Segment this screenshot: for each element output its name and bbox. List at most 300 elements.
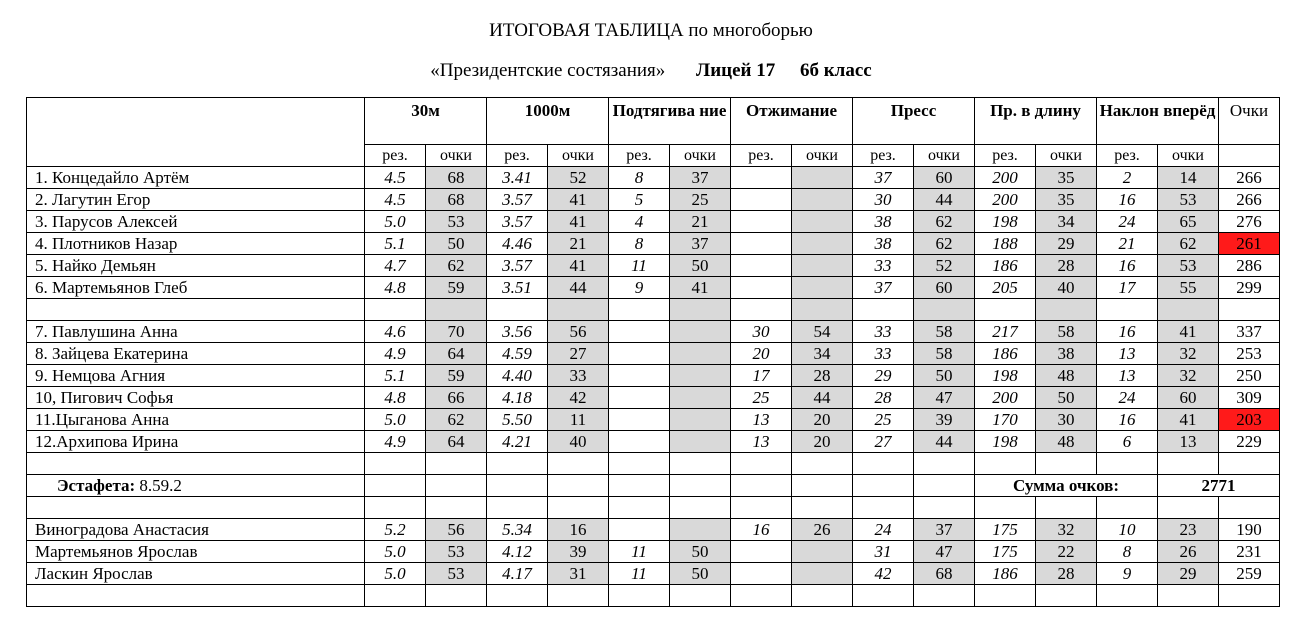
cell-res-30m: 5.0 <box>365 211 426 233</box>
cell-res-30m: 4.8 <box>365 277 426 299</box>
blank-cell <box>792 299 853 321</box>
cell-res-press: 30 <box>853 189 914 211</box>
cell-pts-press: 44 <box>914 431 975 453</box>
cell-pts-1000m: 41 <box>548 211 609 233</box>
athlete-row <box>27 343 1280 365</box>
pts-header: очки <box>1036 145 1097 167</box>
cell-res-press: 33 <box>853 255 914 277</box>
cell-res-bend: 10 <box>1097 519 1158 541</box>
blank-cell <box>365 299 426 321</box>
blank-cell <box>731 299 792 321</box>
blank-cell <box>548 497 609 519</box>
cell-res-pullups: 8 <box>609 167 670 189</box>
blank-cell <box>487 453 548 475</box>
cell-res-30m: 5.0 <box>365 541 426 563</box>
cell-res-1000m: 3.56 <box>487 321 548 343</box>
blank-cell <box>670 299 731 321</box>
cell-pts-press: 58 <box>914 343 975 365</box>
cell-res-pushups <box>731 255 792 277</box>
cell-res-pushups: 25 <box>731 387 792 409</box>
cell-res-pushups <box>731 189 792 211</box>
blank-cell <box>853 299 914 321</box>
total-points: 286 <box>1219 255 1280 277</box>
cell-res-bend: 13 <box>1097 365 1158 387</box>
cell-pts-pushups: 20 <box>792 409 853 431</box>
blank-cell <box>426 475 487 497</box>
cell-res-bend: 16 <box>1097 189 1158 211</box>
cell-pts-bend: 41 <box>1158 409 1219 431</box>
cell-res-1000m: 5.34 <box>487 519 548 541</box>
cell-pts-long-jump: 35 <box>1036 167 1097 189</box>
cell-pts-30m: 53 <box>426 563 487 585</box>
cell-res-long-jump: 186 <box>975 255 1036 277</box>
cell-pts-30m: 70 <box>426 321 487 343</box>
cell-res-bend: 9 <box>1097 563 1158 585</box>
cell-pts-pushups: 54 <box>792 321 853 343</box>
pts-header: очки <box>1158 145 1219 167</box>
cell-res-bend: 2 <box>1097 167 1158 189</box>
cell-res-press: 25 <box>853 409 914 431</box>
blank-cell <box>1158 453 1219 475</box>
cell-res-press: 37 <box>853 167 914 189</box>
blank-cell <box>365 585 426 607</box>
page-title: ИТОГОВАЯ ТАБЛИЦА по многоборью <box>489 20 813 41</box>
cell-pts-pullups: 50 <box>670 541 731 563</box>
blank-cell <box>1036 585 1097 607</box>
athlete-row <box>27 277 1280 299</box>
cell-res-pushups <box>731 211 792 233</box>
pts-header: очки <box>914 145 975 167</box>
cell-pts-30m: 68 <box>426 189 487 211</box>
total-points: 276 <box>1219 211 1280 233</box>
blank-cell <box>853 497 914 519</box>
cell-pts-30m: 59 <box>426 365 487 387</box>
blank-cell <box>609 475 670 497</box>
cell-pts-press: 37 <box>914 519 975 541</box>
cell-pts-1000m: 21 <box>548 233 609 255</box>
cell-pts-1000m: 41 <box>548 255 609 277</box>
cell-res-pushups <box>731 563 792 585</box>
total-points: 250 <box>1219 365 1280 387</box>
event-header-pushups: Отжимание <box>731 98 853 145</box>
pts-header: очки <box>548 145 609 167</box>
cell-res-bend: 8 <box>1097 541 1158 563</box>
cell-res-pushups <box>731 167 792 189</box>
blank-cell <box>975 453 1036 475</box>
blank-cell <box>487 475 548 497</box>
cell-res-press: 29 <box>853 365 914 387</box>
cell-pts-pushups <box>792 211 853 233</box>
blank-cell <box>914 299 975 321</box>
cell-res-bend: 17 <box>1097 277 1158 299</box>
relay-row <box>27 475 1280 497</box>
cell-pts-1000m: 11 <box>548 409 609 431</box>
cell-res-long-jump: 175 <box>975 519 1036 541</box>
blank-cell <box>609 585 670 607</box>
cell-pts-pullups: 21 <box>670 211 731 233</box>
athlete-name: 2. Лагутин Егор <box>27 189 365 211</box>
blank-cell <box>853 453 914 475</box>
blank-cell <box>1219 497 1280 519</box>
cell-pts-press: 60 <box>914 277 975 299</box>
blank-cell <box>1158 497 1219 519</box>
cell-res-30m: 4.6 <box>365 321 426 343</box>
blank-cell <box>1097 585 1158 607</box>
total-points: 309 <box>1219 387 1280 409</box>
cell-pts-30m: 50 <box>426 233 487 255</box>
cell-res-long-jump: 200 <box>975 387 1036 409</box>
cell-res-press: 33 <box>853 321 914 343</box>
cell-res-pullups: 11 <box>609 563 670 585</box>
cell-pts-press: 60 <box>914 167 975 189</box>
blank-cell <box>853 475 914 497</box>
cell-res-1000m: 4.40 <box>487 365 548 387</box>
cell-res-30m: 4.5 <box>365 189 426 211</box>
school-name: Лицей 17 <box>696 60 776 81</box>
cell-res-1000m: 3.57 <box>487 211 548 233</box>
total-points: 337 <box>1219 321 1280 343</box>
blank-cell <box>487 497 548 519</box>
blank-cell <box>975 585 1036 607</box>
blank-cell <box>365 453 426 475</box>
cell-pts-long-jump: 32 <box>1036 519 1097 541</box>
athlete-name: 7. Павлушина Анна <box>27 321 365 343</box>
blank-cell <box>548 475 609 497</box>
pts-header: очки <box>670 145 731 167</box>
cell-pts-press: 44 <box>914 189 975 211</box>
cell-res-pullups <box>609 343 670 365</box>
cell-pts-long-jump: 30 <box>1036 409 1097 431</box>
cell-pts-pullups <box>670 409 731 431</box>
cell-pts-1000m: 39 <box>548 541 609 563</box>
cell-res-bend: 16 <box>1097 255 1158 277</box>
cell-pts-bend: 55 <box>1158 277 1219 299</box>
athlete-row <box>27 233 1280 255</box>
athlete-row <box>27 365 1280 387</box>
cell-res-pushups <box>731 541 792 563</box>
cell-pts-press: 68 <box>914 563 975 585</box>
cell-pts-pushups: 44 <box>792 387 853 409</box>
athlete-name: 9. Немцова Агния <box>27 365 365 387</box>
cell-res-30m: 5.0 <box>365 409 426 431</box>
athlete-row <box>27 211 1280 233</box>
cell-res-press: 38 <box>853 233 914 255</box>
cell-res-long-jump: 186 <box>975 343 1036 365</box>
blank-cell <box>731 497 792 519</box>
athlete-name: 10, Пигович Софья <box>27 387 365 409</box>
cell-pts-30m: 66 <box>426 387 487 409</box>
athlete-row <box>27 321 1280 343</box>
blank-cell <box>853 585 914 607</box>
cell-res-pushups: 13 <box>731 409 792 431</box>
event-header-long-jump: Пр. в длину <box>975 98 1097 145</box>
cell-pts-bend: 65 <box>1158 211 1219 233</box>
cell-res-bend: 13 <box>1097 343 1158 365</box>
cell-res-1000m: 3.41 <box>487 167 548 189</box>
athlete-row <box>27 541 1280 563</box>
cell-res-press: 27 <box>853 431 914 453</box>
blank-cell <box>1219 299 1280 321</box>
cell-res-long-jump: 170 <box>975 409 1036 431</box>
sum-value: 2771 <box>1158 475 1280 497</box>
cell-res-30m: 4.9 <box>365 343 426 365</box>
cell-pts-pushups: 34 <box>792 343 853 365</box>
total-points: 266 <box>1219 189 1280 211</box>
blank-cell <box>426 453 487 475</box>
blank-cell <box>792 585 853 607</box>
cell-res-press: 31 <box>853 541 914 563</box>
athlete-row <box>27 255 1280 277</box>
res-header: рез. <box>1097 145 1158 167</box>
event-header-30m: 30м <box>365 98 487 145</box>
relay-label: Эстафета: <box>57 475 136 495</box>
athlete-row <box>27 519 1280 541</box>
blank-cell <box>1158 585 1219 607</box>
pts-header: очки <box>426 145 487 167</box>
cell-pts-bend: 32 <box>1158 343 1219 365</box>
cell-res-pullups <box>609 519 670 541</box>
cell-pts-long-jump: 38 <box>1036 343 1097 365</box>
cell-res-1000m: 3.57 <box>487 255 548 277</box>
athlete-row <box>27 189 1280 211</box>
cell-pts-pushups <box>792 277 853 299</box>
cell-pts-pushups: 28 <box>792 365 853 387</box>
total-points: 266 <box>1219 167 1280 189</box>
cell-pts-1000m: 40 <box>548 431 609 453</box>
cell-res-bend: 16 <box>1097 409 1158 431</box>
cell-pts-1000m: 27 <box>548 343 609 365</box>
blank-cell <box>548 299 609 321</box>
cell-pts-long-jump: 34 <box>1036 211 1097 233</box>
res-header: рез. <box>731 145 792 167</box>
total-subheader-blank <box>1219 145 1280 167</box>
blank-cell <box>487 585 548 607</box>
blank-cell <box>1097 299 1158 321</box>
blank-cell <box>548 585 609 607</box>
blank-cell <box>1219 585 1280 607</box>
athlete-row <box>27 431 1280 453</box>
cell-pts-long-jump: 28 <box>1036 563 1097 585</box>
blank-cell <box>1219 453 1280 475</box>
athlete-row <box>27 167 1280 189</box>
cell-res-long-jump: 200 <box>975 189 1036 211</box>
cell-pts-pullups <box>670 343 731 365</box>
cell-res-pushups <box>731 277 792 299</box>
cell-res-1000m: 3.51 <box>487 277 548 299</box>
athlete-name: Виноградова Анастасия <box>27 519 365 541</box>
cell-res-30m: 5.2 <box>365 519 426 541</box>
res-header: рез. <box>853 145 914 167</box>
cell-pts-bend: 41 <box>1158 321 1219 343</box>
blank-cell <box>1097 497 1158 519</box>
blank-cell <box>426 299 487 321</box>
cell-pts-pushups <box>792 233 853 255</box>
spacer-row <box>27 585 1280 607</box>
cell-pts-bend: 23 <box>1158 519 1219 541</box>
cell-res-pullups <box>609 321 670 343</box>
blank-cell <box>731 453 792 475</box>
cell-pts-1000m: 44 <box>548 277 609 299</box>
cell-res-30m: 4.5 <box>365 167 426 189</box>
cell-res-bend: 6 <box>1097 431 1158 453</box>
cell-pts-1000m: 33 <box>548 365 609 387</box>
athlete-name: 11.Цыганова Анна <box>27 409 365 431</box>
cell-pts-bend: 32 <box>1158 365 1219 387</box>
blank-cell <box>487 299 548 321</box>
cell-res-30m: 4.9 <box>365 431 426 453</box>
cell-pts-pushups: 20 <box>792 431 853 453</box>
cell-res-30m: 4.8 <box>365 387 426 409</box>
blank-cell <box>1097 453 1158 475</box>
cell-pts-bend: 53 <box>1158 255 1219 277</box>
cell-pts-long-jump: 28 <box>1036 255 1097 277</box>
cell-res-1000m: 4.18 <box>487 387 548 409</box>
total-points: 231 <box>1219 541 1280 563</box>
cell-pts-30m: 64 <box>426 431 487 453</box>
cell-res-pullups <box>609 387 670 409</box>
cell-pts-bend: 14 <box>1158 167 1219 189</box>
cell-res-bend: 21 <box>1097 233 1158 255</box>
cell-pts-pushups <box>792 255 853 277</box>
blank-cell <box>27 453 365 475</box>
cell-res-pushups <box>731 233 792 255</box>
spacer-row <box>27 453 1280 475</box>
cell-res-pushups: 16 <box>731 519 792 541</box>
cell-res-1000m: 4.46 <box>487 233 548 255</box>
cell-pts-long-jump: 50 <box>1036 387 1097 409</box>
event-header-1000m: 1000м <box>487 98 609 145</box>
competition-name: «Президентские состязания» <box>430 60 666 81</box>
blank-cell <box>609 497 670 519</box>
athlete-name: 5. Найко Демьян <box>27 255 365 277</box>
blank-cell <box>731 475 792 497</box>
cell-res-pullups: 9 <box>609 277 670 299</box>
cell-pts-30m: 64 <box>426 343 487 365</box>
total-points: 253 <box>1219 343 1280 365</box>
cell-res-1000m: 4.21 <box>487 431 548 453</box>
blank-cell <box>609 453 670 475</box>
cell-pts-pullups <box>670 365 731 387</box>
athlete-name: 3. Парусов Алексей <box>27 211 365 233</box>
blank-cell <box>975 497 1036 519</box>
blank-cell <box>914 497 975 519</box>
cell-pts-1000m: 56 <box>548 321 609 343</box>
cell-pts-pullups: 37 <box>670 233 731 255</box>
cell-res-press: 38 <box>853 211 914 233</box>
blank-cell <box>792 497 853 519</box>
event-header-row <box>27 98 1280 145</box>
blank-cell <box>365 475 426 497</box>
cell-res-bend: 16 <box>1097 321 1158 343</box>
spacer-row <box>27 497 1280 519</box>
cell-pts-long-jump: 29 <box>1036 233 1097 255</box>
cell-pts-bend: 53 <box>1158 189 1219 211</box>
cell-pts-bend: 60 <box>1158 387 1219 409</box>
blank-cell <box>27 497 365 519</box>
blank-cell <box>27 299 365 321</box>
cell-res-30m: 5.0 <box>365 563 426 585</box>
cell-pts-pushups <box>792 563 853 585</box>
cell-pts-1000m: 31 <box>548 563 609 585</box>
cell-res-pushups: 30 <box>731 321 792 343</box>
cell-pts-long-jump: 40 <box>1036 277 1097 299</box>
results-table <box>26 97 1280 607</box>
blank-cell <box>1036 497 1097 519</box>
cell-res-long-jump: 205 <box>975 277 1036 299</box>
cell-pts-press: 47 <box>914 541 975 563</box>
athlete-name: 8. Зайцева Екатерина <box>27 343 365 365</box>
athlete-name: 6. Мартемьянов Глеб <box>27 277 365 299</box>
cell-res-press: 33 <box>853 343 914 365</box>
cell-res-press: 28 <box>853 387 914 409</box>
res-header: рез. <box>609 145 670 167</box>
cell-pts-pushups <box>792 541 853 563</box>
cell-pts-bend: 62 <box>1158 233 1219 255</box>
cell-pts-1000m: 42 <box>548 387 609 409</box>
blank-cell <box>426 585 487 607</box>
cell-res-pullups: 11 <box>609 255 670 277</box>
results-table-body <box>27 98 1280 607</box>
cell-pts-1000m: 52 <box>548 167 609 189</box>
cell-pts-1000m: 16 <box>548 519 609 541</box>
total-points: 299 <box>1219 277 1280 299</box>
res-header: рез. <box>975 145 1036 167</box>
athlete-name: 1. Концедайло Артём <box>27 167 365 189</box>
cell-pts-30m: 53 <box>426 211 487 233</box>
cell-res-pullups <box>609 365 670 387</box>
cell-res-long-jump: 188 <box>975 233 1036 255</box>
cell-res-long-jump: 175 <box>975 541 1036 563</box>
cell-pts-pullups <box>670 321 731 343</box>
cell-res-1000m: 5.50 <box>487 409 548 431</box>
cell-pts-long-jump: 48 <box>1036 431 1097 453</box>
athlete-row <box>27 387 1280 409</box>
res-header: рез. <box>365 145 426 167</box>
cell-res-long-jump: 217 <box>975 321 1036 343</box>
cell-res-pullups: 8 <box>609 233 670 255</box>
blank-cell <box>914 475 975 497</box>
cell-pts-press: 50 <box>914 365 975 387</box>
cell-pts-pullups: 41 <box>670 277 731 299</box>
event-header-pullups: Подтягива ние <box>609 98 731 145</box>
cell-res-1000m: 4.59 <box>487 343 548 365</box>
athlete-row <box>27 409 1280 431</box>
cell-res-pushups: 20 <box>731 343 792 365</box>
cell-pts-pullups <box>670 387 731 409</box>
cell-pts-bend: 26 <box>1158 541 1219 563</box>
blank-cell <box>731 585 792 607</box>
cell-res-long-jump: 186 <box>975 563 1036 585</box>
cell-res-press: 37 <box>853 277 914 299</box>
cell-res-30m: 4.7 <box>365 255 426 277</box>
total-points: 190 <box>1219 519 1280 541</box>
cell-res-long-jump: 198 <box>975 211 1036 233</box>
cell-pts-press: 52 <box>914 255 975 277</box>
cell-pts-pullups: 50 <box>670 563 731 585</box>
total-points: 229 <box>1219 431 1280 453</box>
cell-pts-bend: 13 <box>1158 431 1219 453</box>
cell-pts-long-jump: 22 <box>1036 541 1097 563</box>
class-name: 6б класс <box>799 60 872 81</box>
blank-cell <box>548 453 609 475</box>
cell-res-pullups: 4 <box>609 211 670 233</box>
cell-res-pullups: 11 <box>609 541 670 563</box>
spacer-row <box>27 299 1280 321</box>
blank-cell <box>27 585 365 607</box>
total-header: Очки <box>1219 98 1280 145</box>
cell-pts-30m: 56 <box>426 519 487 541</box>
relay-time: 8.59.2 <box>139 475 182 495</box>
